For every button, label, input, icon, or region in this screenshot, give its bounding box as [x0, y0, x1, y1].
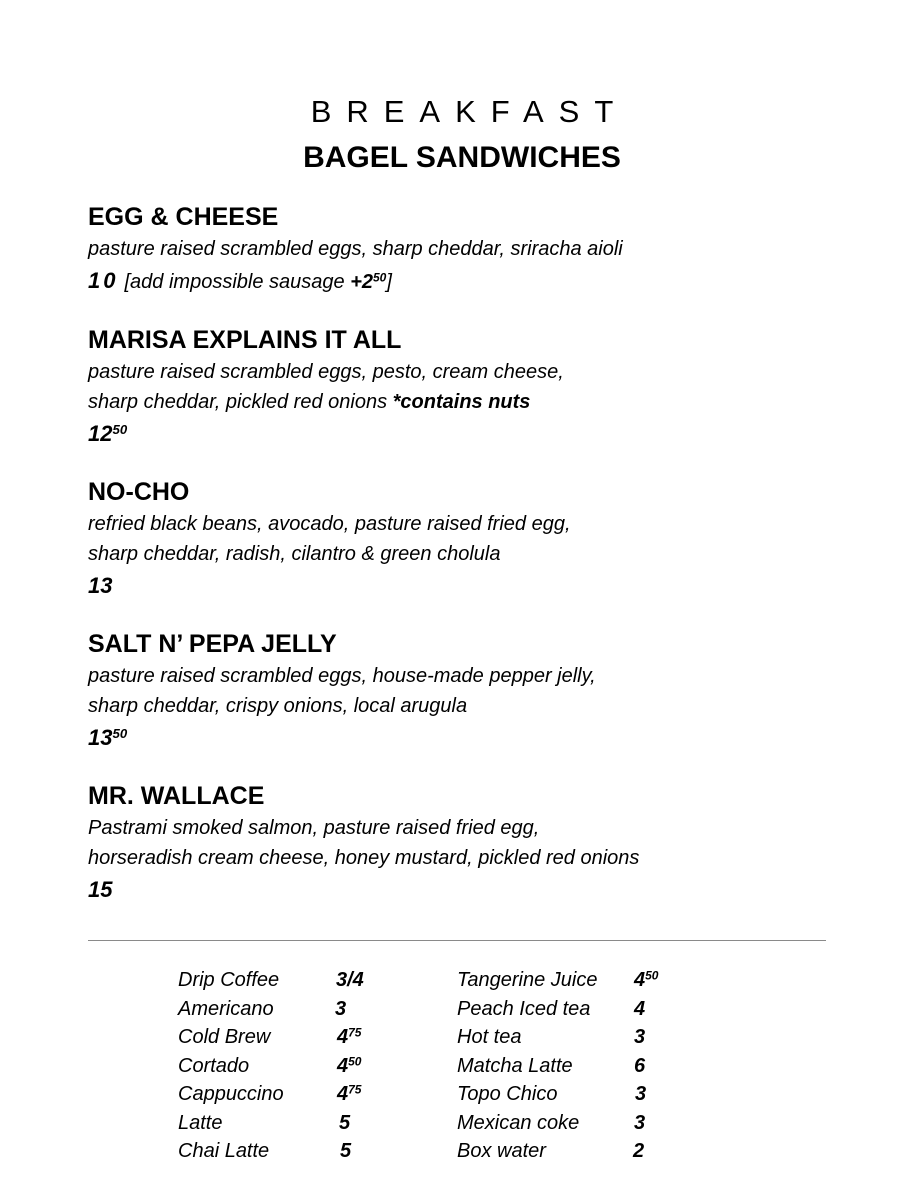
item-name: MARISA EXPLAINS IT ALL: [88, 326, 402, 354]
menu-item-no-cho: [88, 475, 848, 603]
drink-row: [178, 995, 438, 1024]
item-description-line: pasture raised scrambled eggs, pesto, cream cheese,: [88, 361, 564, 383]
drink-name: Drip Coffee: [178, 969, 280, 991]
item-price: [88, 417, 848, 451]
menu-item-marisa: [88, 323, 848, 451]
price-value: 12: [88, 421, 113, 446]
addon-text: [add impossible sausage: [124, 271, 351, 293]
item-description-line: refried black beans, avocado, pasture raised fried egg,: [88, 513, 571, 535]
item-description-line-2: [88, 387, 848, 417]
price-cents: 50: [112, 725, 128, 741]
drink-price-value: 5: [339, 1111, 351, 1134]
drink-price-value: 3: [635, 1083, 647, 1105]
drink-name: Peach Iced tea: [457, 997, 591, 1020]
drink-price-value: 4: [337, 1054, 349, 1077]
drink-name: Hot tea: [457, 1026, 522, 1048]
drink-price-cents: 50: [348, 1053, 362, 1068]
price-value: 15: [88, 877, 113, 902]
drink-price: [337, 1023, 361, 1051]
item-description-line-2: horseradish cream cheese, honey mustard, pickled red onions: [88, 847, 640, 869]
drink-price: [340, 1137, 351, 1165]
drink-price: [336, 966, 364, 994]
drink-price-value: 5: [340, 1140, 352, 1162]
drink-price: [634, 1052, 645, 1080]
item-description-line-2: sharp cheddar, crispy onions, local arugula: [88, 695, 468, 717]
drink-price: [634, 995, 645, 1023]
drink-name: Mexican coke: [457, 1111, 580, 1134]
drink-row: [457, 966, 717, 995]
drink-row: [457, 1137, 717, 1166]
drink-price-value: 4: [634, 969, 646, 991]
drink-name: Tangerine Juice: [457, 969, 598, 991]
addon-price-cents: 50: [373, 270, 387, 285]
drink-name: Topo Chico: [457, 1083, 558, 1105]
drink-name: Latte: [178, 1111, 223, 1134]
drink-name: Cappuccino: [178, 1083, 284, 1105]
menu-item-salt-n-pepa: [88, 627, 848, 755]
price-value: 10: [88, 268, 119, 293]
drink-price: [335, 995, 346, 1023]
item-description: [88, 234, 848, 264]
item-price: [88, 721, 848, 755]
drink-row: [457, 1023, 717, 1052]
item-name: EGG & CHEESE: [88, 203, 279, 231]
drink-price: [337, 1052, 361, 1080]
drink-price: [634, 1109, 645, 1137]
drink-row: [178, 1080, 438, 1109]
drink-name: Matcha Latte: [457, 1054, 573, 1077]
drink-price: [337, 1080, 361, 1108]
drink-price-value: 3/4: [336, 969, 364, 991]
item-price: [88, 264, 848, 299]
item-description-line: Pastrami smoked salmon, pasture raised fried egg,: [88, 817, 540, 839]
drink-price: [339, 1109, 350, 1137]
drink-name: Chai Latte: [178, 1140, 270, 1162]
addon-price-value: +2: [350, 271, 373, 293]
item-description-line: pasture raised scrambled eggs, sharp cheddar, sriracha aioli: [88, 238, 623, 260]
item-price: [88, 873, 848, 907]
drink-row: [178, 1023, 438, 1052]
allergen-note: *contains nuts: [392, 391, 531, 413]
drink-name: Americano: [178, 997, 274, 1020]
item-name: NO-CHO: [88, 478, 190, 506]
menu-header: [0, 92, 924, 178]
drink-row: [178, 1109, 438, 1138]
item-description: [88, 661, 848, 721]
drink-name: Cortado: [178, 1054, 250, 1077]
menu-item-mr-wallace: [88, 779, 848, 907]
item-name: SALT N’ PEPA JELLY: [88, 630, 337, 658]
drink-price-value: 6: [634, 1054, 646, 1077]
drink-price-cents: 75: [348, 1025, 362, 1040]
drink-price-value: 4: [634, 997, 646, 1020]
drink-row: [178, 1052, 438, 1081]
drink-price: [634, 966, 658, 994]
addon-close: ]: [386, 271, 392, 293]
drinks-column-left: [178, 966, 438, 1166]
price-addon: [124, 271, 391, 293]
drink-name: Box water: [457, 1140, 546, 1162]
menu-subtitle: BAGEL SANDWICHES: [303, 141, 621, 174]
drink-row: [178, 966, 438, 995]
menu-title: BREAKFAST: [310, 94, 629, 129]
drink-price: [634, 1023, 645, 1051]
addon-price: [350, 271, 386, 293]
drink-price-value: 2: [633, 1140, 645, 1162]
menu-item-egg-cheese: [88, 200, 848, 299]
item-description: [88, 357, 848, 417]
sandwich-list: [88, 200, 848, 931]
drink-price-value: 3: [335, 997, 347, 1020]
drink-row: [178, 1137, 438, 1166]
item-description-line-2: sharp cheddar, radish, cilantro & green cholula: [88, 543, 501, 565]
drink-price-cents: 50: [645, 968, 659, 983]
drink-price: [633, 1137, 644, 1165]
drink-row: [457, 1052, 717, 1081]
drinks-column-right: [457, 966, 717, 1166]
drink-price-value: 4: [337, 1083, 349, 1105]
item-description: [88, 509, 848, 569]
item-description-text: sharp cheddar, pickled red onions: [88, 391, 393, 413]
item-description-line: pasture raised scrambled eggs, house-made pepper jelly,: [88, 665, 596, 687]
drink-row: [457, 1080, 717, 1109]
item-description: [88, 813, 848, 873]
price-value: 13: [88, 573, 113, 598]
drink-row: [457, 995, 717, 1024]
price-value: 13: [88, 725, 113, 750]
drink-price: [635, 1080, 646, 1108]
drink-price-cents: 75: [348, 1082, 362, 1097]
drink-name: Cold Brew: [178, 1026, 271, 1048]
drink-price-value: 3: [634, 1026, 646, 1048]
drink-row: [457, 1109, 717, 1138]
drink-price-value: 3: [634, 1111, 646, 1134]
section-divider: [88, 940, 826, 941]
price-cents: 50: [112, 421, 128, 437]
drink-price-value: 4: [337, 1026, 349, 1048]
item-name: MR. WALLACE: [88, 782, 265, 810]
item-price: [88, 569, 848, 603]
